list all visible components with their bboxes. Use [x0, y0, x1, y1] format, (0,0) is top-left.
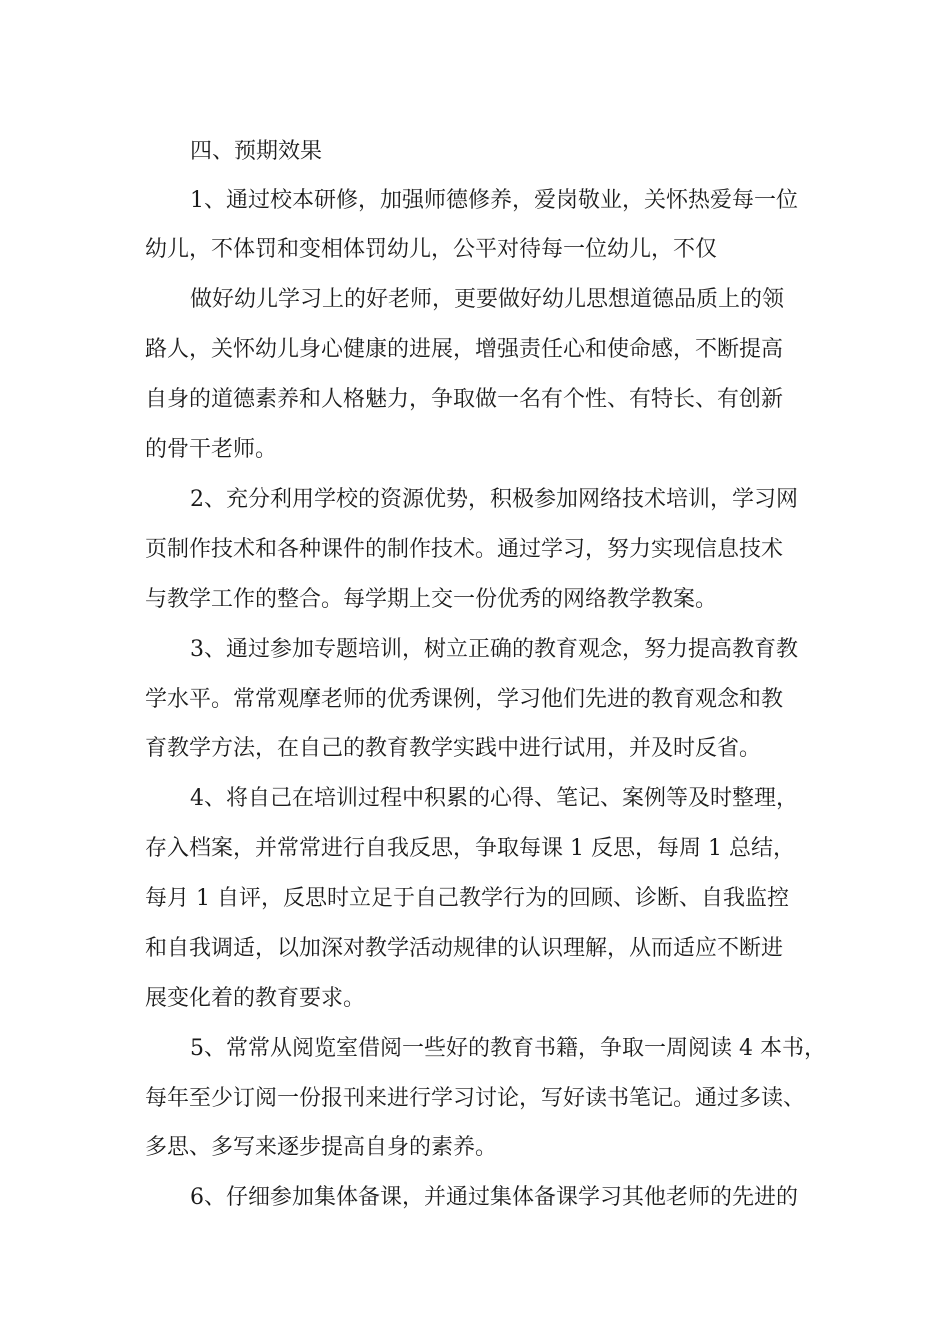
text-line: 与教学工作的整合。每学期上交一份优秀的网络教学教案。	[145, 587, 718, 612]
text-line: 自身的道德素养和人格魅力，争取做一名有个性、有特长、有创新	[145, 387, 784, 412]
text-line: 3、通过参加专题培训，树立正确的教育观念，努力提高教育教	[190, 637, 798, 662]
text-line: 多思、多写来逐步提高自身的素养。	[145, 1135, 498, 1160]
text-line: 学水平。常常观摩老师的优秀课例，学习他们先进的教育观念和教	[145, 687, 784, 712]
text-line: 页制作技术和各种课件的制作技术。通过学习，努力实现信息技术	[145, 537, 784, 562]
section-heading: 四、预期效果	[190, 139, 323, 164]
text-line: 展变化着的教育要求。	[145, 986, 366, 1011]
text-line: 的骨干老师。	[145, 437, 278, 462]
text-line: 2、充分利用学校的资源优势，积极参加网络技术培训，学习网	[190, 487, 798, 512]
text-line: 5、常常从阅览室借阅一些好的教育书籍，争取一周阅读 4 本书，	[190, 1036, 826, 1061]
text-line: 6、仔细参加集体备课，并通过集体备课学习其他老师的先进的	[190, 1185, 798, 1210]
text-line: 路人，关怀幼儿身心健康的进展，增强责任心和使命感，不断提高	[145, 337, 784, 362]
text-line: 和自我调适，以加深对教学活动规律的认识理解，从而适应不断进	[145, 936, 784, 961]
text-line: 做好幼儿学习上的好老师，更要做好幼儿思想道德品质上的领	[190, 287, 785, 312]
text-line: 每月 1 自评，反思时立足于自己教学行为的回顾、诊断、自我监控	[145, 886, 789, 911]
text-line: 1、通过校本研修，加强师德修养，爱岗敬业，关怀热爱每一位	[190, 188, 798, 213]
text-line: 育教学方法，在自己的教育教学实践中进行试用，并及时反省。	[145, 736, 762, 761]
text-line: 4、将自己在培训过程中积累的心得、笔记、案例等及时整理，	[190, 786, 798, 811]
text-line: 幼儿，不体罚和变相体罚幼儿，公平对待每一位幼儿，不仅	[145, 237, 718, 262]
text-line: 每年至少订阅一份报刊来进行学习讨论，写好读书笔记。通过多读、	[145, 1086, 806, 1111]
text-line: 存入档案，并常常进行自我反思，争取每课 1 反思，每周 1 总结，	[145, 836, 795, 861]
